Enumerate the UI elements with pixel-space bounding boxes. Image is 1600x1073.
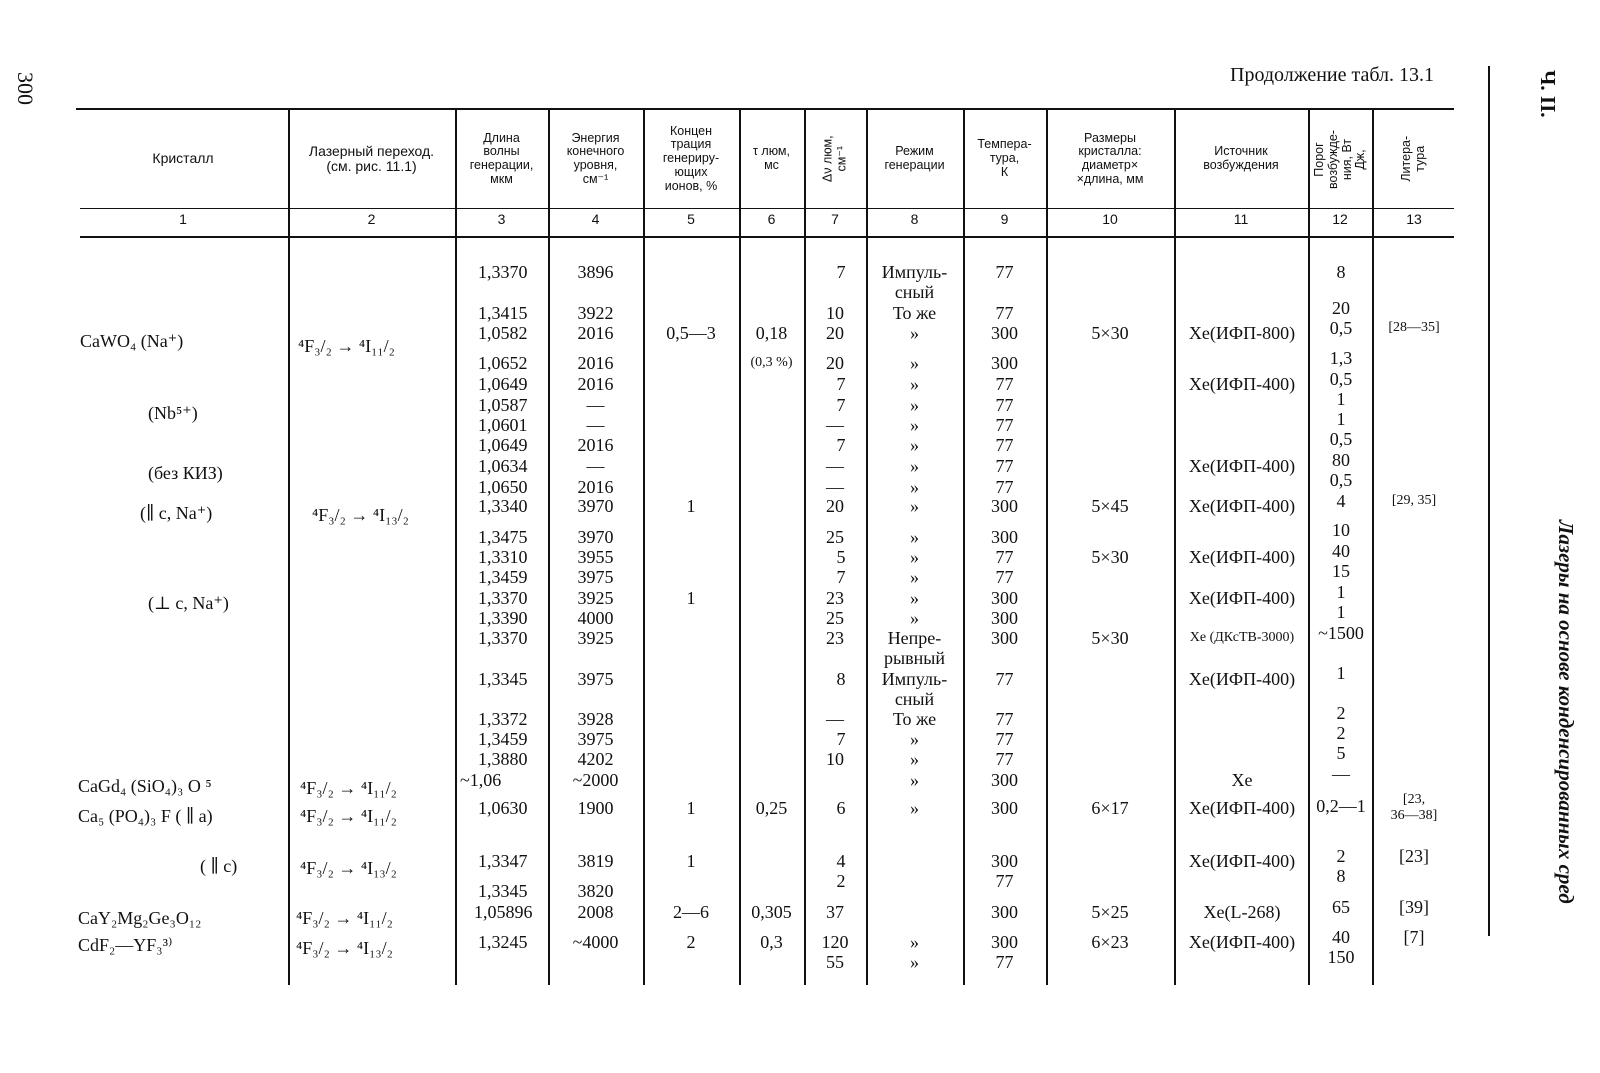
wavelength-value: 1,3310: [478, 547, 528, 567]
wavelength-value: 1,3880: [478, 749, 528, 769]
wavelength-value: 1,3390: [478, 608, 528, 628]
page-number: 300: [13, 72, 38, 105]
mode-value: Импуль- сный: [881, 262, 948, 302]
threshold-value: 1: [1336, 389, 1346, 409]
laser-transition: ⁴F₃/₂ → ⁴I₁₁/₂: [300, 806, 397, 826]
energy-value: 4000: [577, 608, 614, 628]
threshold-value: 10: [1332, 520, 1350, 540]
linewidth-value: 120: [821, 932, 849, 952]
mode-value: »: [910, 770, 919, 790]
linewidth-value: 7: [836, 729, 846, 749]
linewidth-value: 4: [836, 851, 846, 871]
threshold-value: 65: [1332, 897, 1350, 917]
wavelength-value: 1,0650: [478, 477, 528, 497]
column-number: 11: [1233, 211, 1249, 227]
crystal-name: ( ∥ c): [200, 856, 238, 876]
energy-value: 3925: [577, 628, 614, 648]
threshold-value: 1,3: [1329, 348, 1353, 368]
literature-ref: [7]: [1403, 927, 1425, 947]
threshold-value: 2: [1336, 846, 1346, 866]
temperature-value: 77: [995, 456, 1014, 476]
linewidth-value: 20: [826, 353, 844, 373]
mode-value: »: [910, 374, 919, 394]
wavelength-value: 1,0649: [478, 435, 528, 455]
pump-source: Xe(L-268): [1203, 902, 1281, 922]
size-value: 5×30: [1091, 323, 1129, 343]
literature-ref: [23, 36—38]: [1390, 792, 1438, 823]
linewidth-value: 8: [836, 669, 846, 689]
temperature-value: 300: [991, 798, 1018, 818]
threshold-value: 8: [1336, 866, 1346, 886]
crystal-name: CaY₂Mg₂Ge₃O₁₂: [78, 908, 202, 928]
threshold-value: 8: [1336, 262, 1346, 282]
threshold-value: 80: [1332, 450, 1350, 470]
laser-transition: ⁴F₃/₂ → ⁴I₁₃/₂: [296, 938, 393, 958]
size-value: 5×30: [1091, 547, 1129, 567]
temperature-value: 300: [991, 608, 1018, 628]
header-source: Источник возбуждения: [1203, 144, 1279, 172]
size-value: 5×30: [1091, 628, 1129, 648]
size-value: 6×23: [1091, 932, 1129, 952]
temperature-value: 77: [995, 871, 1014, 891]
laser-transition: ⁴F₃/₂ → ⁴I₁₃/₂: [300, 858, 397, 878]
wavelength-value: 1,0649: [478, 374, 528, 394]
linewidth-value: 7: [836, 435, 846, 455]
linewidth-value: 20: [826, 496, 844, 516]
temperature-value: 300: [991, 323, 1018, 343]
pump-source: Xe(ИФП-400): [1188, 374, 1296, 394]
temperature-value: 77: [995, 262, 1014, 282]
mode-value: »: [910, 567, 919, 587]
linewidth-value: 2: [836, 871, 846, 891]
crystal-name: (Nb⁵⁺): [148, 403, 198, 423]
energy-value: 3896: [577, 262, 614, 282]
energy-value: 3922: [577, 303, 614, 323]
numbers-rule: [80, 236, 1454, 238]
temperature-value: 77: [995, 435, 1014, 455]
wavelength-value: 1,0601: [478, 415, 528, 435]
literature-ref: [28—35]: [1388, 320, 1440, 335]
crystal-name: (⊥ c, Na⁺): [148, 593, 229, 613]
column-number: 4: [591, 211, 600, 227]
side-running-title: Лазеры на основе конденсированных сред: [1554, 520, 1578, 904]
energy-value: 2016: [577, 374, 614, 394]
linewidth-value: —: [826, 709, 844, 729]
pump-source: Xe: [1231, 770, 1253, 790]
linewidth-value: 7: [836, 567, 846, 587]
header-linewidth: Δν люм, см⁻¹: [820, 135, 848, 183]
crystal-name: Ca₅ (PO₄)₃ F ( ∥ a): [78, 806, 213, 826]
mode-value: Непре- рывный: [884, 628, 945, 668]
side-chapter: Ч. II.: [1536, 70, 1560, 118]
threshold-value: 4: [1336, 491, 1346, 511]
header-rule: [80, 208, 1454, 209]
wavelength-value: 1,3245: [478, 932, 528, 952]
pump-source: Xe(ИФП-400): [1188, 851, 1296, 871]
wavelength-value: 1,3459: [478, 729, 528, 749]
mode-value: »: [910, 496, 919, 516]
energy-value: 3975: [577, 567, 614, 587]
linewidth-value: 10: [826, 303, 844, 323]
column-number: 3: [497, 211, 506, 227]
concentration-value: 2: [686, 932, 696, 952]
threshold-value: 2: [1336, 703, 1346, 723]
temperature-value: 300: [991, 770, 1018, 790]
temperature-value: 77: [995, 415, 1014, 435]
literature-ref: [39]: [1399, 897, 1429, 917]
pump-source: Xe (ДКсТВ-3000): [1189, 630, 1295, 645]
threshold-value: 1: [1336, 409, 1346, 429]
size-value: 5×45: [1091, 496, 1129, 516]
threshold-value: 40: [1332, 541, 1350, 561]
tau-value: (0,3 %): [750, 355, 793, 370]
continuation-label: Продолжение табл. 13.1: [1230, 64, 1434, 86]
threshold-value: 5: [1336, 743, 1346, 763]
threshold-value: 15: [1332, 561, 1350, 581]
linewidth-value: 55: [826, 952, 844, 972]
temperature-value: 77: [995, 374, 1014, 394]
size-value: 6×17: [1091, 798, 1129, 818]
crystal-name: (без КИЗ): [148, 463, 223, 483]
energy-value: —: [586, 456, 605, 476]
column-number: 6: [767, 211, 776, 227]
threshold-value: 1: [1336, 582, 1346, 602]
linewidth-value: 5: [836, 547, 846, 567]
temperature-value: 77: [995, 952, 1014, 972]
linewidth-value: 7: [836, 374, 846, 394]
wavelength-value: 1,3475: [478, 527, 528, 547]
threshold-value: 20: [1332, 298, 1350, 318]
header-mode: Режим генерации: [884, 144, 945, 172]
header-wavelength: Длина волны генерации, мкм: [469, 130, 534, 186]
concentration-value: 1: [686, 798, 696, 818]
linewidth-value: —: [826, 456, 844, 476]
mode-value: »: [910, 477, 919, 497]
temperature-value: 77: [995, 729, 1014, 749]
energy-value: ~2000: [572, 770, 619, 790]
mode-value: »: [910, 353, 919, 373]
temperature-value: 77: [995, 303, 1014, 323]
pump-source: Xe(ИФП-400): [1188, 547, 1296, 567]
mode-value: »: [910, 729, 919, 749]
energy-value: ~4000: [572, 932, 619, 952]
energy-value: 3955: [577, 547, 614, 567]
threshold-value: 0,5: [1329, 470, 1353, 490]
laser-transition: ⁴F₃/₂ → ⁴I₁₁/₂: [298, 336, 395, 356]
temperature-value: 77: [995, 547, 1014, 567]
concentration-value: 1: [686, 851, 696, 871]
energy-value: 2016: [577, 435, 614, 455]
linewidth-value: 6: [836, 798, 846, 818]
crystal-name: CaWO₄ (Na⁺): [80, 331, 184, 351]
threshold-value: 1: [1336, 602, 1346, 622]
column-number: 1: [179, 211, 187, 227]
linewidth-value: 7: [836, 262, 846, 282]
concentration-value: 1: [686, 588, 696, 608]
header-tau: τ люм, мс: [752, 144, 790, 172]
temperature-value: 300: [991, 588, 1018, 608]
temperature-value: 300: [991, 932, 1018, 952]
tau-value: 0,18: [755, 323, 788, 343]
tau-value: 0,25: [755, 798, 788, 818]
concentration-value: 1: [686, 496, 696, 516]
wavelength-value: 1,3340: [478, 496, 528, 516]
energy-value: 3975: [577, 669, 614, 689]
pump-source: Xe(ИФП-400): [1188, 496, 1296, 516]
energy-value: 2008: [577, 902, 614, 922]
threshold-value: 1: [1336, 663, 1346, 683]
mode-value: »: [910, 415, 919, 435]
wavelength-value: 1,3345: [478, 881, 528, 901]
energy-value: 1900: [577, 798, 614, 818]
wavelength-value: 1,0652: [478, 353, 528, 373]
linewidth-value: 10: [826, 749, 844, 769]
energy-value: 3820: [577, 881, 614, 901]
wavelength-value: 1,0630: [478, 798, 528, 818]
mode-value: »: [910, 798, 919, 818]
temperature-value: 77: [995, 477, 1014, 497]
threshold-value: 0,5: [1329, 429, 1353, 449]
temperature-value: 300: [991, 496, 1018, 516]
pump-source: Xe(ИФП-400): [1188, 588, 1296, 608]
energy-value: 2016: [577, 353, 614, 373]
wavelength-value: 1,3415: [478, 303, 528, 323]
mode-value: »: [910, 952, 919, 972]
table-top-rule: [76, 108, 1454, 110]
energy-value: 2016: [577, 323, 614, 343]
linewidth-value: 25: [826, 608, 844, 628]
col-rule: [739, 110, 741, 985]
pump-source: Xe(ИФП-800): [1188, 323, 1296, 343]
col-rule: [455, 110, 457, 985]
header-concentration: Концен трация генериру- ющих ионов, %: [662, 123, 720, 193]
linewidth-value: —: [826, 415, 844, 435]
mode-value: »: [910, 323, 919, 343]
pump-source: Xe(ИФП-400): [1188, 932, 1296, 952]
linewidth-value: —: [826, 477, 844, 497]
laser-transition: ⁴F₃/₂ → ⁴I₁₁/₂: [296, 908, 393, 928]
wavelength-value: ~1,06: [460, 770, 502, 790]
mode-value: »: [910, 932, 919, 952]
column-number: 8: [910, 211, 919, 227]
energy-value: 3819: [577, 851, 614, 871]
header-temperature: Темпера- тура, К: [977, 137, 1032, 179]
crystal-name: (∥ c, Na⁺): [140, 503, 213, 523]
wavelength-value: 1,05896: [474, 902, 533, 922]
threshold-value: 0,5: [1329, 369, 1353, 389]
threshold-value: 0,5: [1329, 318, 1353, 338]
linewidth-value: 37: [826, 902, 844, 922]
linewidth-value: 25: [826, 527, 844, 547]
wavelength-value: 1,3370: [478, 262, 528, 282]
crystal-name: CdF₂—YF₃³⁾: [78, 935, 173, 955]
col-rule: [288, 110, 290, 985]
energy-value: 4202: [577, 749, 614, 769]
concentration-value: 0,5—3: [666, 323, 716, 343]
wavelength-value: 1,0582: [478, 323, 528, 343]
mode-value: »: [910, 395, 919, 415]
mode-value: То же: [892, 303, 937, 323]
temperature-value: 77: [995, 669, 1014, 689]
size-value: 5×25: [1091, 902, 1129, 922]
temperature-value: 300: [991, 527, 1018, 547]
mode-value: То же: [892, 709, 937, 729]
mode-value: »: [910, 588, 919, 608]
energy-value: 3975: [577, 729, 614, 749]
column-number: 13: [1406, 211, 1422, 227]
threshold-value: 0,2—1: [1316, 796, 1366, 816]
temperature-value: 77: [995, 709, 1014, 729]
wavelength-value: 1,3372: [478, 709, 528, 729]
laser-transition: ⁴F₃/₂ → ⁴I₁₃/₂: [312, 505, 409, 525]
header-literature: Литера- тура: [1399, 136, 1427, 182]
linewidth-value: 23: [826, 588, 844, 608]
header-crystal: Кристалл: [152, 150, 214, 167]
wavelength-value: 1,3347: [478, 851, 528, 871]
threshold-value: 150: [1327, 947, 1355, 967]
header-size: Размеры кристалла: диаметр× ×длина, мм: [1076, 130, 1144, 186]
temperature-value: 300: [991, 851, 1018, 871]
wavelength-value: 1,3345: [478, 669, 528, 689]
mode-value: »: [910, 456, 919, 476]
wavelength-value: 1,0634: [478, 456, 528, 476]
threshold-value: ~1500: [1318, 623, 1364, 643]
mode-value: »: [910, 547, 919, 567]
temperature-value: 300: [991, 628, 1018, 648]
temperature-value: 77: [995, 567, 1014, 587]
linewidth-value: 20: [826, 323, 844, 343]
mode-value: »: [910, 749, 919, 769]
header-threshold: Порог возбужде- ния, Вт Дж,: [1311, 129, 1367, 189]
mode-value: Импуль- сный: [881, 669, 948, 709]
wavelength-value: 1,3370: [478, 628, 528, 648]
energy-value: 3925: [577, 588, 614, 608]
linewidth-value: 23: [826, 628, 844, 648]
column-number: 5: [687, 211, 695, 227]
column-number: 7: [831, 211, 839, 227]
wavelength-value: 1,0587: [478, 395, 528, 415]
mode-value: »: [910, 527, 919, 547]
tau-value: 0,3: [760, 932, 783, 952]
energy-value: 3970: [577, 527, 614, 547]
side-rule: [1488, 66, 1490, 936]
column-number: 10: [1102, 211, 1118, 227]
header-transition: Лазерный переход. (см. рис. 11.1): [308, 142, 435, 174]
tau-value: 0,305: [751, 902, 792, 922]
laser-transition: ⁴F₃/₂ → ⁴I₁₁/₂: [300, 778, 397, 798]
header-energy: Энергия конечного уровня, см⁻¹: [566, 130, 625, 186]
literature-ref: [23]: [1399, 846, 1429, 866]
temperature-value: 77: [995, 749, 1014, 769]
threshold-value: 2: [1336, 723, 1346, 743]
column-number: 12: [1332, 211, 1348, 227]
pump-source: Xe(ИФП-400): [1188, 456, 1296, 476]
energy-value: 3970: [577, 496, 614, 516]
mode-value: »: [910, 435, 919, 455]
pump-source: Xe(ИФП-400): [1188, 669, 1296, 689]
column-number: 9: [1000, 211, 1009, 227]
crystal-name: CaGd₄ (SiO₄)₃ O ⁵: [78, 776, 212, 796]
column-number: 2: [367, 211, 376, 227]
literature-ref: [29, 35]: [1391, 493, 1437, 508]
wavelength-value: 1,3459: [478, 567, 528, 587]
pump-source: Xe(ИФП-400): [1188, 798, 1296, 818]
temperature-value: 77: [995, 395, 1014, 415]
threshold-value: —: [1332, 764, 1350, 784]
linewidth-value: 7: [836, 395, 846, 415]
mode-value: »: [910, 608, 919, 628]
temperature-value: 300: [991, 902, 1018, 922]
energy-value: 3928: [577, 709, 614, 729]
energy-value: —: [586, 415, 605, 435]
energy-value: —: [586, 395, 605, 415]
energy-value: 2016: [577, 477, 614, 497]
threshold-value: 40: [1332, 927, 1350, 947]
wavelength-value: 1,3370: [478, 588, 528, 608]
concentration-value: 2—6: [673, 902, 709, 922]
temperature-value: 300: [991, 353, 1018, 373]
